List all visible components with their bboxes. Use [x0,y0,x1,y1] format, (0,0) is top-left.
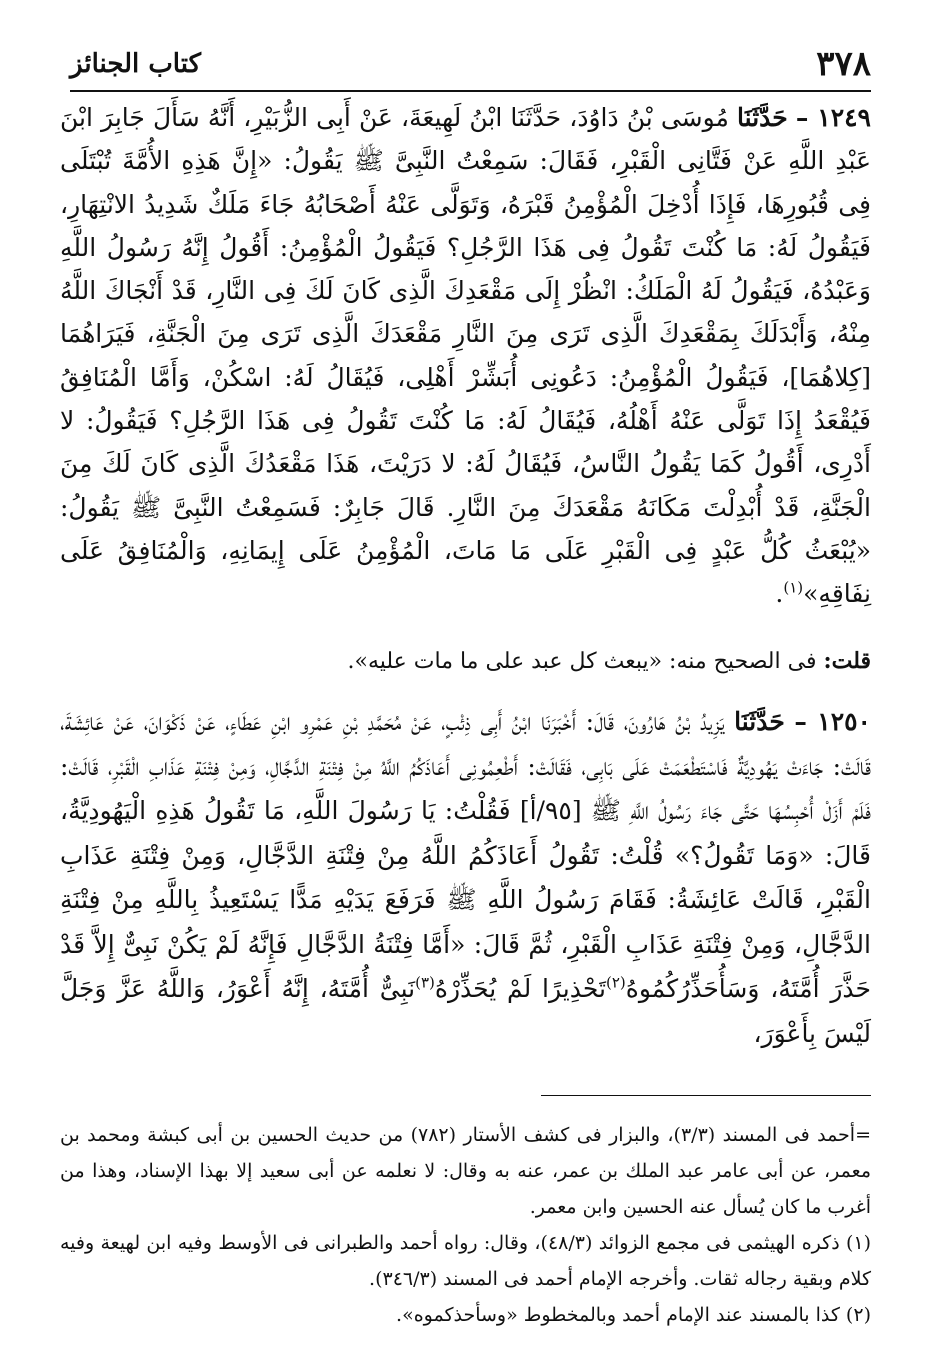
qult-label: قلت: [823,648,871,674]
hadith-1250 [60,700,871,1056]
hadith-opening: حَدَّثَنَا [737,103,788,132]
hadith-text-cont: تَحْذِيرًا لَمْ يُحَذِّرْهُ [434,974,606,1003]
hadith-opening: حَدَّثَنَا [734,707,785,736]
hadith-number: ١٢٤٩ – [795,103,871,132]
footnote-continued: =أحمد فى المسند (٣/٣)، والبزار فى كشف الأستار (٧٨٢) من حديث الحسين بن أبى كبشة ومحمد بن معمر، عن أبى عامر عبد الملك بن عمر، عنه به وقال: لا نعلمه عن أبى سعيد إلا بهذا الإسناد، وهذا من أغرب ما كان يُسأل عنه الحسين وابن معمر. [60,1124,872,1218]
qult-note [60,643,871,680]
hadith-text: يَزِيدُ بْنُ هَارُونَ، قَالَ: أَخْبَرَنَا ابْنُ أَبِى ذِئْبٍ، عَنْ مُحَمَّدِ بْنِ عَمْرِو ابْنِ عَطَاءٍ، عَنْ ذَكْوَانَ، عَنْ عَائِشَةَ، قَالَتْ: جَاءَتْ يَهُودِيَّةٌ فَاسْتَطْعَمَتْ عَلَى بَابِى، فَقَالَتْ: أَطْعِمُونِى أَعَاذَكُمُ اللَّهُ مِنْ فِتْنَةِ الدَّجَّالِ، وَمِنْ فِتْنَةِ عَذَابِ الْقَبْرِ، قَالَتْ: فَلَمْ أَزَلْ أُحْبِسُهَا حَتَّى جَاءَ رَسُولُ اللَّهِ ﷺ [٩٥/أ] فَقُلْتُ: يَا رَسُولَ اللَّهِ، مَا تَقُولُ هَذِهِ الْيَهُودِيَّةُ، قَالَ: «وَمَا تَقُولُ؟» قُلْتُ: تَقُولُ أَعَاذَكُمُ اللَّهُ مِنْ فِتْنَةِ الدَّجَّالِ، وَمِنْ فِتْنَةِ عَذَابِ الْقَبْرِ، قَالَتْ عَائِشَةُ: فَقَامَ رَسُولُ اللَّهِ ﷺ فَرَفَعَ يَدَيْهِ مَدًّا يَسْتَعِيذُ بِاللَّهِ مِنْ فِتْنَةِ الدَّجَّالِ، وَمِنْ فِتْنَةِ عَذَابِ الْقَبْرِ، ثُمَّ قَالَ: «أَمَّا فِتْنَةُ الدَّجَّالِ فَإِنَّهُ لَمْ يَكُنْ نَبِىٌّ إِلاَّ قَدْ حَذَّرَ أُمَّتَهُ، وَسَأُحَذِّرُكُمُوهُ [60,707,871,1003]
header-divider [70,90,871,92]
page-header [70,40,871,84]
hadith-number: ١٢٥٠ – [794,707,871,736]
footnote-ref-3: (٣) [415,973,435,992]
footnote-1: (١) ذكره الهيثمى فى مجمع الزوائد (٤٨/٣)، وقال: رواه أحمد والطبرانى فى الأوسط وفيه ابن لهيعة وفيه كلام وبقية رجاله ثقات. وأخرجه الإمام أحمد فى المسند (٣٤٦/٣). [60,1232,871,1290]
footnote-2: (٢) كذا بالمسند عند الإمام أحمد وبالمخطوط «وسأحذكموه». [396,1304,871,1326]
footnotes [60,1117,871,1333]
qult-text: فى الصحيح منه: «يبعث كل عبد على ما مات عليه». [347,649,817,674]
footnote-ref-2: (٢) [605,973,626,992]
hadith-text-end: نَبِىٌّ أُمَّتَهُ، إِنَّهُ أَعْوَرُ، وَاللَّهُ عَزَّ وَجَلَّ لَيْسَ بِأَعْوَرَ، [60,974,871,1048]
footnote-ref-1: (١) [783,578,804,597]
book-title: كتاب الجنائز [70,49,201,79]
page-number: ٣٧٨ [816,44,871,84]
hadith-text: مُوسَى بْنُ دَاوُدَ، حَدَّثَنَا ابْنُ لَهِيعَةَ، عَنْ أَبِى الزُّبَيْرِ، أَنَّهُ سَأَلَ جَابِرَ ابْنَ عَبْدِ اللَّهِ عَنْ فَتَّانِى الْقَبْرِ، فَقَالَ: سَمِعْتُ النَّبِىَّ ﷺ يَقُولُ: «إِنَّ هَذِهِ الأُمَّةَ تُبْتَلَى فِى قُبُورِهَا، فَإِذَا أُدْخِلَ الْمُؤْمِنُ قَبْرَهُ، وَتَوَلَّى عَنْهُ أَصْحَابُهُ جَاءَ مَلَكٌ شَدِيدُ الانْتِهَارِ، فَيَقُولُ لَهُ: مَا كُنْتَ تَقُولُ فِى هَذَا الرَّجُلِ؟ فَيَقُولُ الْمُؤْمِنُ: أَقُولُ إِنَّهُ رَسُولُ اللَّهِ وَعَبْدُهُ، فَيَقُولُ لَهُ الْمَلَكُ: انْظُرْ إِلَى مَقْعَدِكَ الَّذِى كَانَ لَكَ فِى النَّارِ، قَدْ أَنْجَاكَ اللَّهُ مِنْهُ، وَأَبْدَلَكَ بِمَقْعَدِكَ الَّذِى تَرَى مِنَ النَّارِ مَقْعَدَكَ الَّذِى تَرَى مِنَ الْجَنَّةِ، فَيَرَاهُمَا [كِلاهُمَا]، فَيَقُولُ الْمُؤْمِنُ: دَعُونِى أُبَشِّرْ أَهْلِى، فَيُقَالُ لَهُ: اسْكُنْ، وَأَمَّا الْمُنَافِقُ فَيُقْعَدُ إِذَا تَوَلَّى عَنْهُ أَهْلُهُ، فَيُقَالُ لَهُ: مَا كُنْتَ تَقُولُ فِى هَذَا الرَّجُلِ؟ فَيَقُولُ: لا أَدْرِى، أَقُولُ كَمَا يَقُولُ النَّاسُ، فَيُقَالُ لَهُ: لا دَرَيْتَ، هَذَا مَقْعَدُكَ الَّذِى كَانَ لَكَ مِنَ الْجَنَّةِ، قَدْ أُبْدِلْتَ مَكَانَهُ مَقْعَدَكَ مِنَ النَّارِ. قَالَ جَابِرٌ: فَسَمِعْتُ النَّبِىَّ ﷺ يَقُولُ: «يُبْعَثُ كُلُّ عَبْدٍ فِى الْقَبْرِ عَلَى مَا مَاتَ، الْمُؤْمِنُ عَلَى إِيمَانِهِ، وَالْمُنَافِقُ عَلَى نِفَاقِهِ» [60,103,871,609]
footnote-divider [541,1095,871,1096]
hadith-1249 [60,96,871,616]
hadith-end: . [775,579,784,609]
